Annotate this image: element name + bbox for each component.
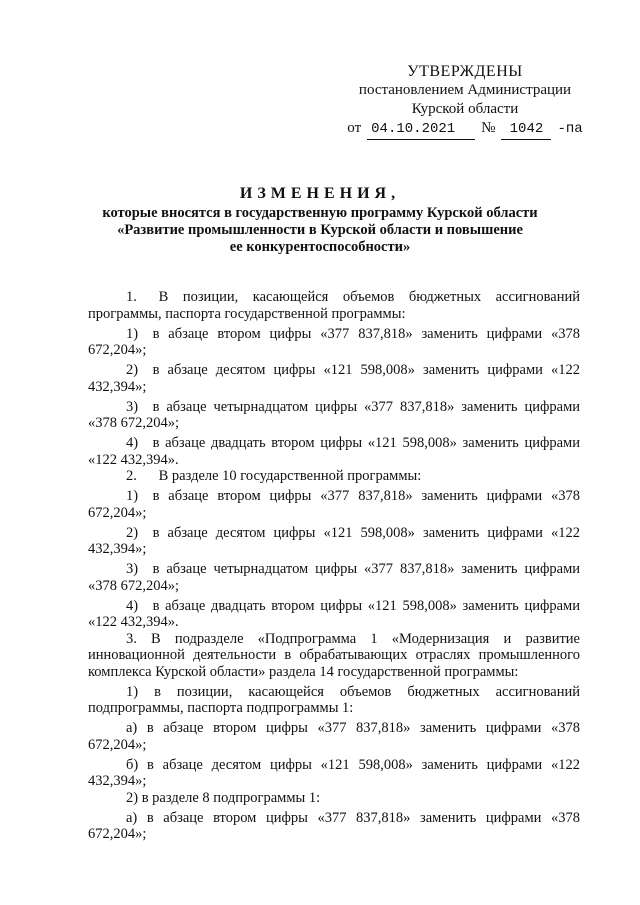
document-body <box>88 289 580 843</box>
paragraph: 2) в абзаце десятом цифры «121 598,008» заменить цифрами «122 432,394»; <box>88 362 580 395</box>
approval-line-1: постановлением Администрации <box>358 82 572 98</box>
heading-line-3: ее конкурентоспособности» <box>229 239 411 255</box>
approval-title: УТВЕРЖДЕНЫ <box>407 63 523 80</box>
approval-number: 1042 <box>501 120 551 140</box>
paragraph: 4) в абзаце двадцать втором цифры «121 598,008» заменить цифрами «122 432,394». <box>88 435 580 468</box>
paragraph: 2) в разделе 8 подпрограммы 1: <box>126 789 321 806</box>
paragraph: 2) в абзаце десятом цифры «121 598,008» заменить цифрами «122 432,394»; <box>88 524 580 557</box>
paragraph: 3. В подразделе «Подпрограмма 1 «Модернизация и развитие инновационной деятельности в обрабатывающих отраслях промышленного комплекса Курской области» раздела 14 государственной программы: <box>88 630 580 680</box>
date-prefix: от <box>347 120 362 136</box>
heading-line-2: «Развитие промышленности в Курской области и повышение <box>117 222 523 238</box>
heading-line-1: которые вносятся в государственную программу Курской области <box>102 205 538 221</box>
approval-date-line <box>330 119 600 140</box>
approval-line-2: Курской области <box>411 101 519 117</box>
paragraph: 1. В позиции, касающейся объемов бюджетных ассигнований программы, паспорта государственной программы: <box>88 289 580 322</box>
heading-title: ИЗМЕНЕНИЯ, <box>239 185 401 202</box>
number-suffix: -па <box>557 121 583 137</box>
paragraph: б) в абзаце десятом цифры «121 598,008» заменить цифрами «122 432,394»; <box>88 756 580 789</box>
paragraph: 4) в абзаце двадцать втором цифры «121 598,008» заменить цифрами «122 432,394». <box>88 597 580 630</box>
document-heading <box>60 183 580 256</box>
approval-date: 04.10.2021 <box>367 120 475 140</box>
paragraph: 3) в абзаце четырнадцатом цифры «377 837,818» заменить цифрами «378 672,204»; <box>88 561 580 594</box>
paragraph: а) в абзаце втором цифры «377 837,818» заменить цифрами «378 672,204»; <box>88 720 580 753</box>
paragraph: а) в абзаце втором цифры «377 837,818» заменить цифрами «378 672,204»; <box>88 809 580 842</box>
paragraph: 1) в позиции, касающейся объемов бюджетных ассигнований подпрограммы, паспорта подпрограммы 1: <box>88 683 580 716</box>
paragraph: 1) в абзаце втором цифры «377 837,818» заменить цифрами «378 672,204»; <box>88 488 580 521</box>
paragraph: 1) в абзаце втором цифры «377 837,818» заменить цифрами «378 672,204»; <box>88 325 580 358</box>
paragraph: 3) в абзаце четырнадцатом цифры «377 837,818» заменить цифрами «378 672,204»; <box>88 398 580 431</box>
paragraph: 2. В разделе 10 государственной программы: <box>126 468 422 484</box>
number-prefix: № <box>481 120 496 136</box>
approval-stamp <box>330 62 600 140</box>
